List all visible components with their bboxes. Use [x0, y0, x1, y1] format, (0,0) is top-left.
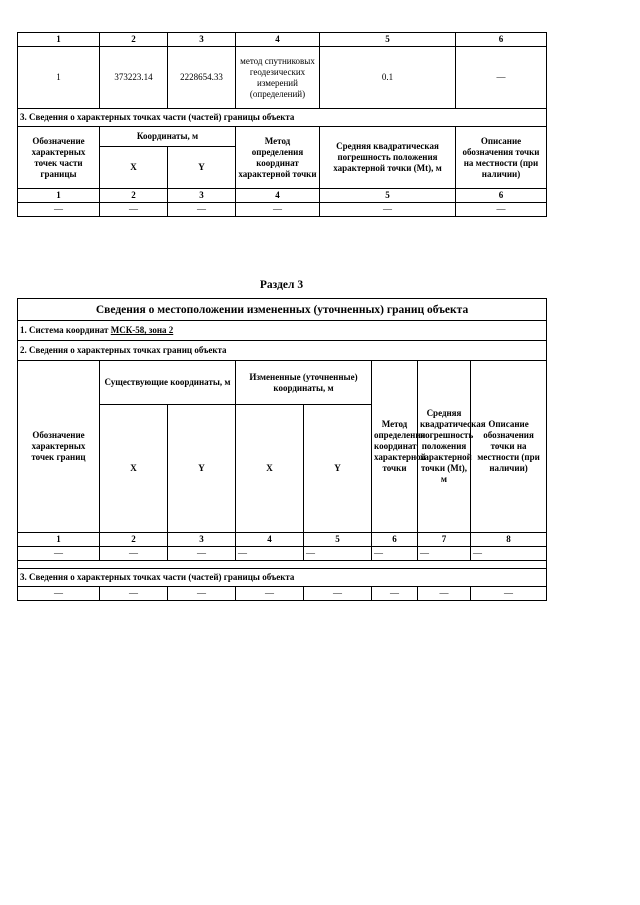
header-description: Описание обозначения точки на местности (при наличии): [456, 127, 547, 189]
dash: —: [471, 587, 547, 601]
section-3-table: [17, 298, 547, 601]
header-y: Y: [168, 405, 236, 533]
col-number: 6: [456, 189, 547, 203]
col-number: 3: [168, 533, 236, 547]
coord-system-value: МСК-58, зона 2: [110, 325, 174, 335]
dash: —: [418, 547, 471, 561]
dash: —: [18, 547, 100, 561]
table-row: [18, 587, 547, 601]
header-method: Метод определения координат характерной точки: [236, 127, 320, 189]
header-name: Обозначение характерных точек границ: [18, 361, 100, 533]
col-number: 4: [236, 189, 320, 203]
col-number: 2: [100, 33, 168, 47]
section-title: Сведения о местоположении измененных (уточненных) границ объекта: [18, 299, 547, 321]
header-changed-coords: Измененные (уточненные) координаты, м: [236, 361, 372, 405]
dash: —: [18, 587, 100, 601]
col-number: 2: [100, 533, 168, 547]
spacer: [18, 561, 547, 569]
col-number: 6: [456, 33, 547, 47]
coord-x: 373223.14: [100, 47, 168, 109]
coord-y: 2228654.33: [168, 47, 236, 109]
col-number: 8: [471, 533, 547, 547]
col-number: 1: [18, 189, 100, 203]
col-number: 1: [18, 33, 100, 47]
method: метод спутниковых геодезических измерений (определений): [236, 47, 320, 109]
header-mt: Средняя квадратическая погрешность положения характерной точки (Mt), м: [320, 127, 456, 189]
coord-system: [18, 321, 547, 341]
part-header: 3. Сведения о характерных точках части (частей) границы объекта: [18, 109, 547, 127]
dash: —: [168, 203, 236, 217]
header-coords: Координаты, м: [100, 127, 236, 147]
part-header: 3. Сведения о характерных точках части (частей) границы объекта: [18, 569, 547, 587]
col-number: 7: [418, 533, 471, 547]
dash: —: [100, 203, 168, 217]
section-heading: Раздел 3: [259, 279, 304, 291]
header-x: X: [100, 147, 168, 189]
header-method: Метод определения координат характерной точки: [372, 361, 418, 533]
dash: —: [304, 587, 372, 601]
description: —: [456, 47, 547, 109]
dash: —: [372, 587, 418, 601]
dash: —: [236, 203, 320, 217]
point-number: 1: [18, 47, 100, 109]
dash: —: [372, 547, 418, 561]
table-row: [18, 47, 547, 109]
mt-value: 0.1: [320, 47, 456, 109]
dash: —: [236, 587, 304, 601]
points-table-continued: [17, 32, 547, 217]
header-x: X: [100, 405, 168, 533]
col-number: 4: [236, 33, 320, 47]
col-number: 6: [372, 533, 418, 547]
col-number: 5: [320, 189, 456, 203]
col-number: 2: [100, 189, 168, 203]
col-number: 3: [168, 33, 236, 47]
column-number-row: [18, 33, 547, 47]
header-name: Обозначение характерных точек части границы: [18, 127, 100, 189]
dash: —: [418, 587, 471, 601]
col-number: 5: [320, 33, 456, 47]
dash: —: [18, 203, 100, 217]
dash: —: [320, 203, 456, 217]
col-number: 4: [236, 533, 304, 547]
header-description: Описание обозначения точки на местности (при наличии): [471, 361, 547, 533]
col-number: 3: [168, 189, 236, 203]
header-existing-coords: Существующие координаты, м: [100, 361, 236, 405]
table-row: [18, 547, 547, 561]
header-y: Y: [168, 147, 236, 189]
dash: —: [304, 547, 372, 561]
dash: —: [236, 547, 304, 561]
dash: —: [100, 547, 168, 561]
header-y: Y: [304, 405, 372, 533]
dash: —: [168, 587, 236, 601]
dash: —: [168, 547, 236, 561]
dash: —: [100, 587, 168, 601]
header-x: X: [236, 405, 304, 533]
col-number: 5: [304, 533, 372, 547]
table-row: [18, 203, 547, 217]
dash: —: [471, 547, 547, 561]
col-number: 1: [18, 533, 100, 547]
dash: —: [456, 203, 547, 217]
coord-system-label: 1. Система координат: [20, 325, 109, 335]
points-header: 2. Сведения о характерных точках границ объекта: [18, 341, 547, 361]
header-mt: Средняя квадратическая погрешность положения характерной точки (Mt), м: [418, 361, 471, 533]
